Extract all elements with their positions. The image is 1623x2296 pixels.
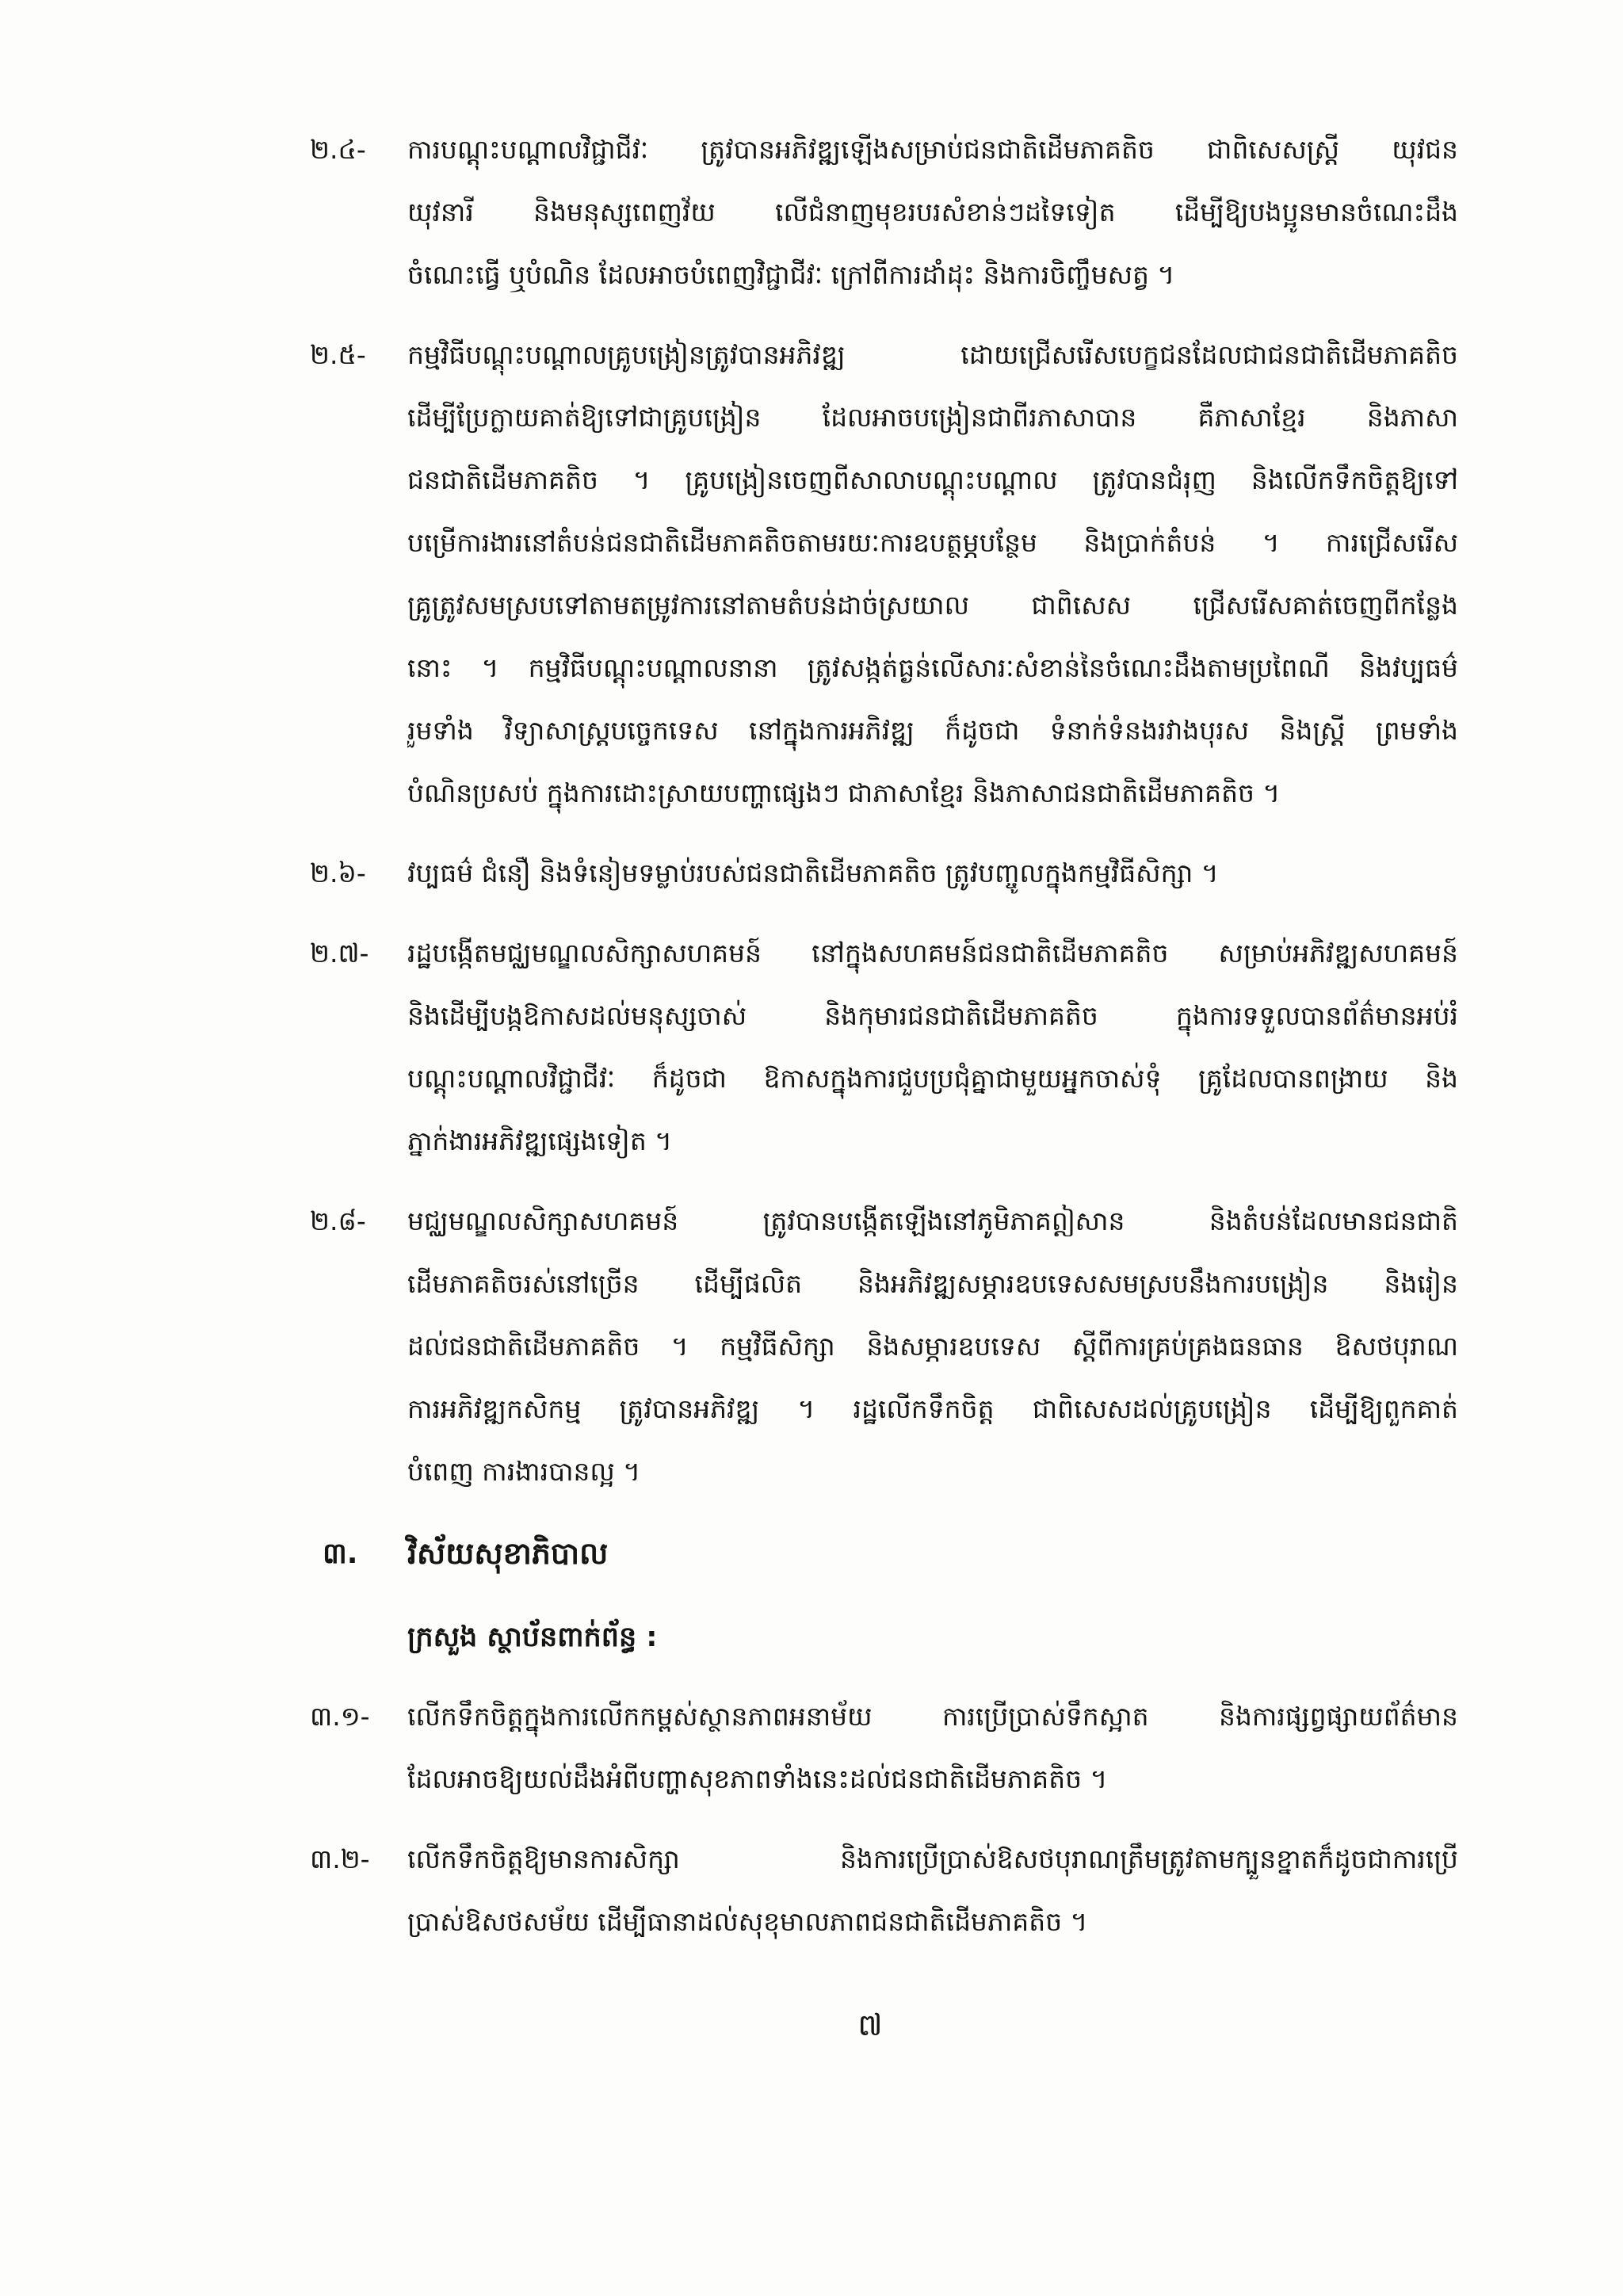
paragraph-line: បំពេញ ការងារបានល្អ ។: [407, 1456, 641, 1487]
item-number: ២.៦-: [310, 858, 366, 888]
paragraph-line: នោះ ។ កម្មវិធីបណ្តុះបណ្តាលនានា ត្រូវសង្កត់ធ្ងន់លើសារៈសំខាន់នៃចំណេះដឹងតាមប្រពៃណី និងវប្បធម៌: [407, 652, 1458, 683]
item-text: [407, 842, 1458, 904]
paragraph-line: រួមទាំង វិទ្យាសាស្ត្របច្ចេកទេស នៅក្នុងការអភិវឌ្ឍ ក៏ដូចជា ទំនាក់ទំនងរវាងបុរស និងស្ត្រី ព្រមទាំង: [407, 715, 1458, 746]
document-page: [310, 118, 1458, 1970]
item-text: [407, 323, 1458, 824]
paragraph-line: ប្រាស់ឱសថសម័យ ដើម្បីធានាដល់សុខុមាលភាពជនជាតិដើមភាគតិច ។: [407, 1906, 1088, 1937]
list-item: [310, 842, 1458, 904]
paragraph-line: បម្រើការងារនៅតំបន់ជនជាតិដើមភាគតិចតាមរយៈការឧបត្ថម្ភបន្ថែម និងប្រាក់តំបន់ ។ ការជ្រើសរើស: [407, 527, 1458, 558]
item-text: [407, 922, 1458, 1172]
paragraph-line: ការអភិវឌ្ឍកសិកម្ម ត្រូវបានអភិវឌ្ឍ ។ រដ្ឋលើកទឹកចិត្ត ជាពិសេសដល់គ្រូបង្រៀន ដើម្បីឱ្យពួកគាត់: [407, 1393, 1458, 1424]
item-text: [407, 1828, 1458, 1953]
list-item: [310, 1685, 1458, 1810]
paragraph-line: ភ្នាក់ងារអភិវឌ្ឍផ្សេងទៀត ។: [407, 1125, 673, 1156]
section-subtitle: ក្រសួង ស្ថាប័នពាក់ព័ន្ធ :: [407, 1622, 658, 1653]
item-number: ២.៧-: [310, 938, 369, 968]
item-number: ៣.១-: [310, 1701, 370, 1732]
paragraph-line: ដែលអាចឱ្យយល់ដឹងអំពីបញ្ហាសុខភាពទាំងនេះដល់ជនជាតិដើមភាគតិច ។: [407, 1763, 1108, 1794]
page-number: ៧: [857, 2008, 883, 2042]
paragraph-line: ជនជាតិដើមភាគតិច ។ គ្រូបង្រៀនចេញពីសាលាបណ្តុះបណ្តាល ត្រូវបានជំរុញ និងលើកទឹកចិត្តឱ្យទៅ: [407, 464, 1458, 495]
list-item: [310, 1828, 1458, 1953]
paragraph-line: កម្មវិធីបណ្តុះបណ្តាលគ្រូបង្រៀនត្រូវបានអភិវឌ្ឍ ដោយជ្រើសរើសបេក្ខជនដែលជាជនជាតិដើមភាគតិច: [407, 339, 1458, 370]
paragraph-line: ដើមភាគតិចរស់នៅច្រើន ដើម្បីផលិត និងអភិវឌ្ឍសម្ភារឧបទេសសមស្របនឹងការបង្រៀន និងរៀន: [407, 1268, 1458, 1299]
item-number: ២.៥-: [310, 339, 366, 370]
paragraph-line: មជ្ឈមណ្ឌលសិក្សាសហគមន៍ ត្រូវបានបង្កើតឡើងនៅភូមិភាគឦសាន និងតំបន់ដែលមានជនជាតិ: [407, 1205, 1458, 1236]
paragraph-line: បំណិនប្រសប់ ក្នុងការដោះស្រាយបញ្ហាផ្សេងៗ ជាភាសាខ្មែរ និងភាសាជនជាតិដើមភាគតិច ។: [407, 777, 1281, 808]
list-item: [310, 922, 1458, 1172]
section-title: វិស័យសុខាភិបាល: [407, 1536, 609, 1571]
item-text: [407, 1685, 1458, 1810]
list-item: [310, 323, 1458, 824]
paragraph-line: និងដើម្បីបង្កឱកាសដល់មនុស្សចាស់ និងកុមារជនជាតិដើមភាគតិច ក្នុងការទទួលបានព័ត៌មានអប់រំ: [407, 1000, 1458, 1031]
paragraph-line: ដល់ជនជាតិដើមភាគតិច ។ កម្មវិធីសិក្សា និងសម្ភារឧបទេស ស្តីពីការគ្រប់គ្រងធនធាន ឱសថបុរាណ: [407, 1331, 1458, 1362]
section-number: ៣.: [323, 1538, 358, 1570]
paragraph-line: គ្រូត្រូវសមស្របទៅតាមតម្រូវការនៅតាមតំបន់ដាច់ស្រយាល ជាពិសេស ជ្រើសរើសគាត់ចេញពីកន្លែង: [407, 590, 1458, 621]
section-heading: [310, 1522, 1458, 1585]
paragraph-line: ចំណេះធ្វើ ឬបំណិន ដែលអាចបំពេញវិជ្ជាជីវៈ ក្រៅពីការដាំដុះ និងការចិញ្ចឹមសត្វ ។: [407, 259, 1175, 290]
item-text: [407, 1190, 1458, 1503]
item-text: [407, 118, 1458, 306]
list-item: [310, 118, 1458, 306]
paragraph-line: បណ្តុះបណ្តាលវិជ្ជាជីវៈ ក៏ដូចជា ឱកាសក្នុងការជួបប្រជុំគ្នាជាមួយអ្នកចាស់ទុំ គ្រូដែលបានពង្រាយ និង: [407, 1063, 1458, 1094]
item-number: ២.៨-: [310, 1205, 366, 1236]
paragraph-line: លើកទឹកចិត្តក្នុងការលើកកម្ពស់ស្ថានភាពអនាម័យ ការប្រើប្រាស់ទឹកស្អាត និងការផ្សព្វផ្សាយព័ត៌មាន: [407, 1701, 1458, 1732]
paragraph-line: ការបណ្តុះបណ្តាលវិជ្ជាជីវៈ ត្រូវបានអភិវឌ្ឍឡើងសម្រាប់ជនជាតិដើមភាគតិច ជាពិសេសស្ត្រី យុវជន: [407, 134, 1458, 165]
paragraph-line: រដ្ឋបង្កើតមជ្ឈមណ្ឌលសិក្សាសហគមន៍ នៅក្នុងសហគមន៍ជនជាតិដើមភាគតិច សម្រាប់អភិវឌ្ឍសហគមន៍: [407, 938, 1458, 968]
item-number: ២.៤-: [310, 134, 366, 165]
item-number: ៣.២-: [310, 1843, 370, 1874]
list-item: [310, 1190, 1458, 1503]
paragraph-line: វប្បធម៌ ជំនឿ និងទំនៀមទម្លាប់របស់ជនជាតិដើមភាគតិច ត្រូវបញ្ចូលក្នុងកម្មវិធីសិក្សា ។: [407, 858, 1219, 888]
paragraph-line: លើកទឹកចិត្តឱ្យមានការសិក្សា និងការប្រើប្រាស់ឱសថបុរាណត្រឹមត្រូវតាមក្បួនខ្នាតក៏ដូចជាការប្រើ: [407, 1843, 1458, 1874]
paragraph-line: ដើម្បីប្រែក្លាយគាត់ឱ្យទៅជាគ្រូបង្រៀន ដែលអាចបង្រៀនជាពីរភាសាបាន គឺភាសាខ្មែរ និងភាសា: [407, 402, 1458, 433]
paragraph-line: យុវនារី និងមនុស្សពេញវ័យ លើជំនាញមុខរបរសំខាន់ៗដទៃទៀត ដើម្បីឱ្យបងប្អូនមានចំណេះដឹង: [407, 197, 1458, 227]
